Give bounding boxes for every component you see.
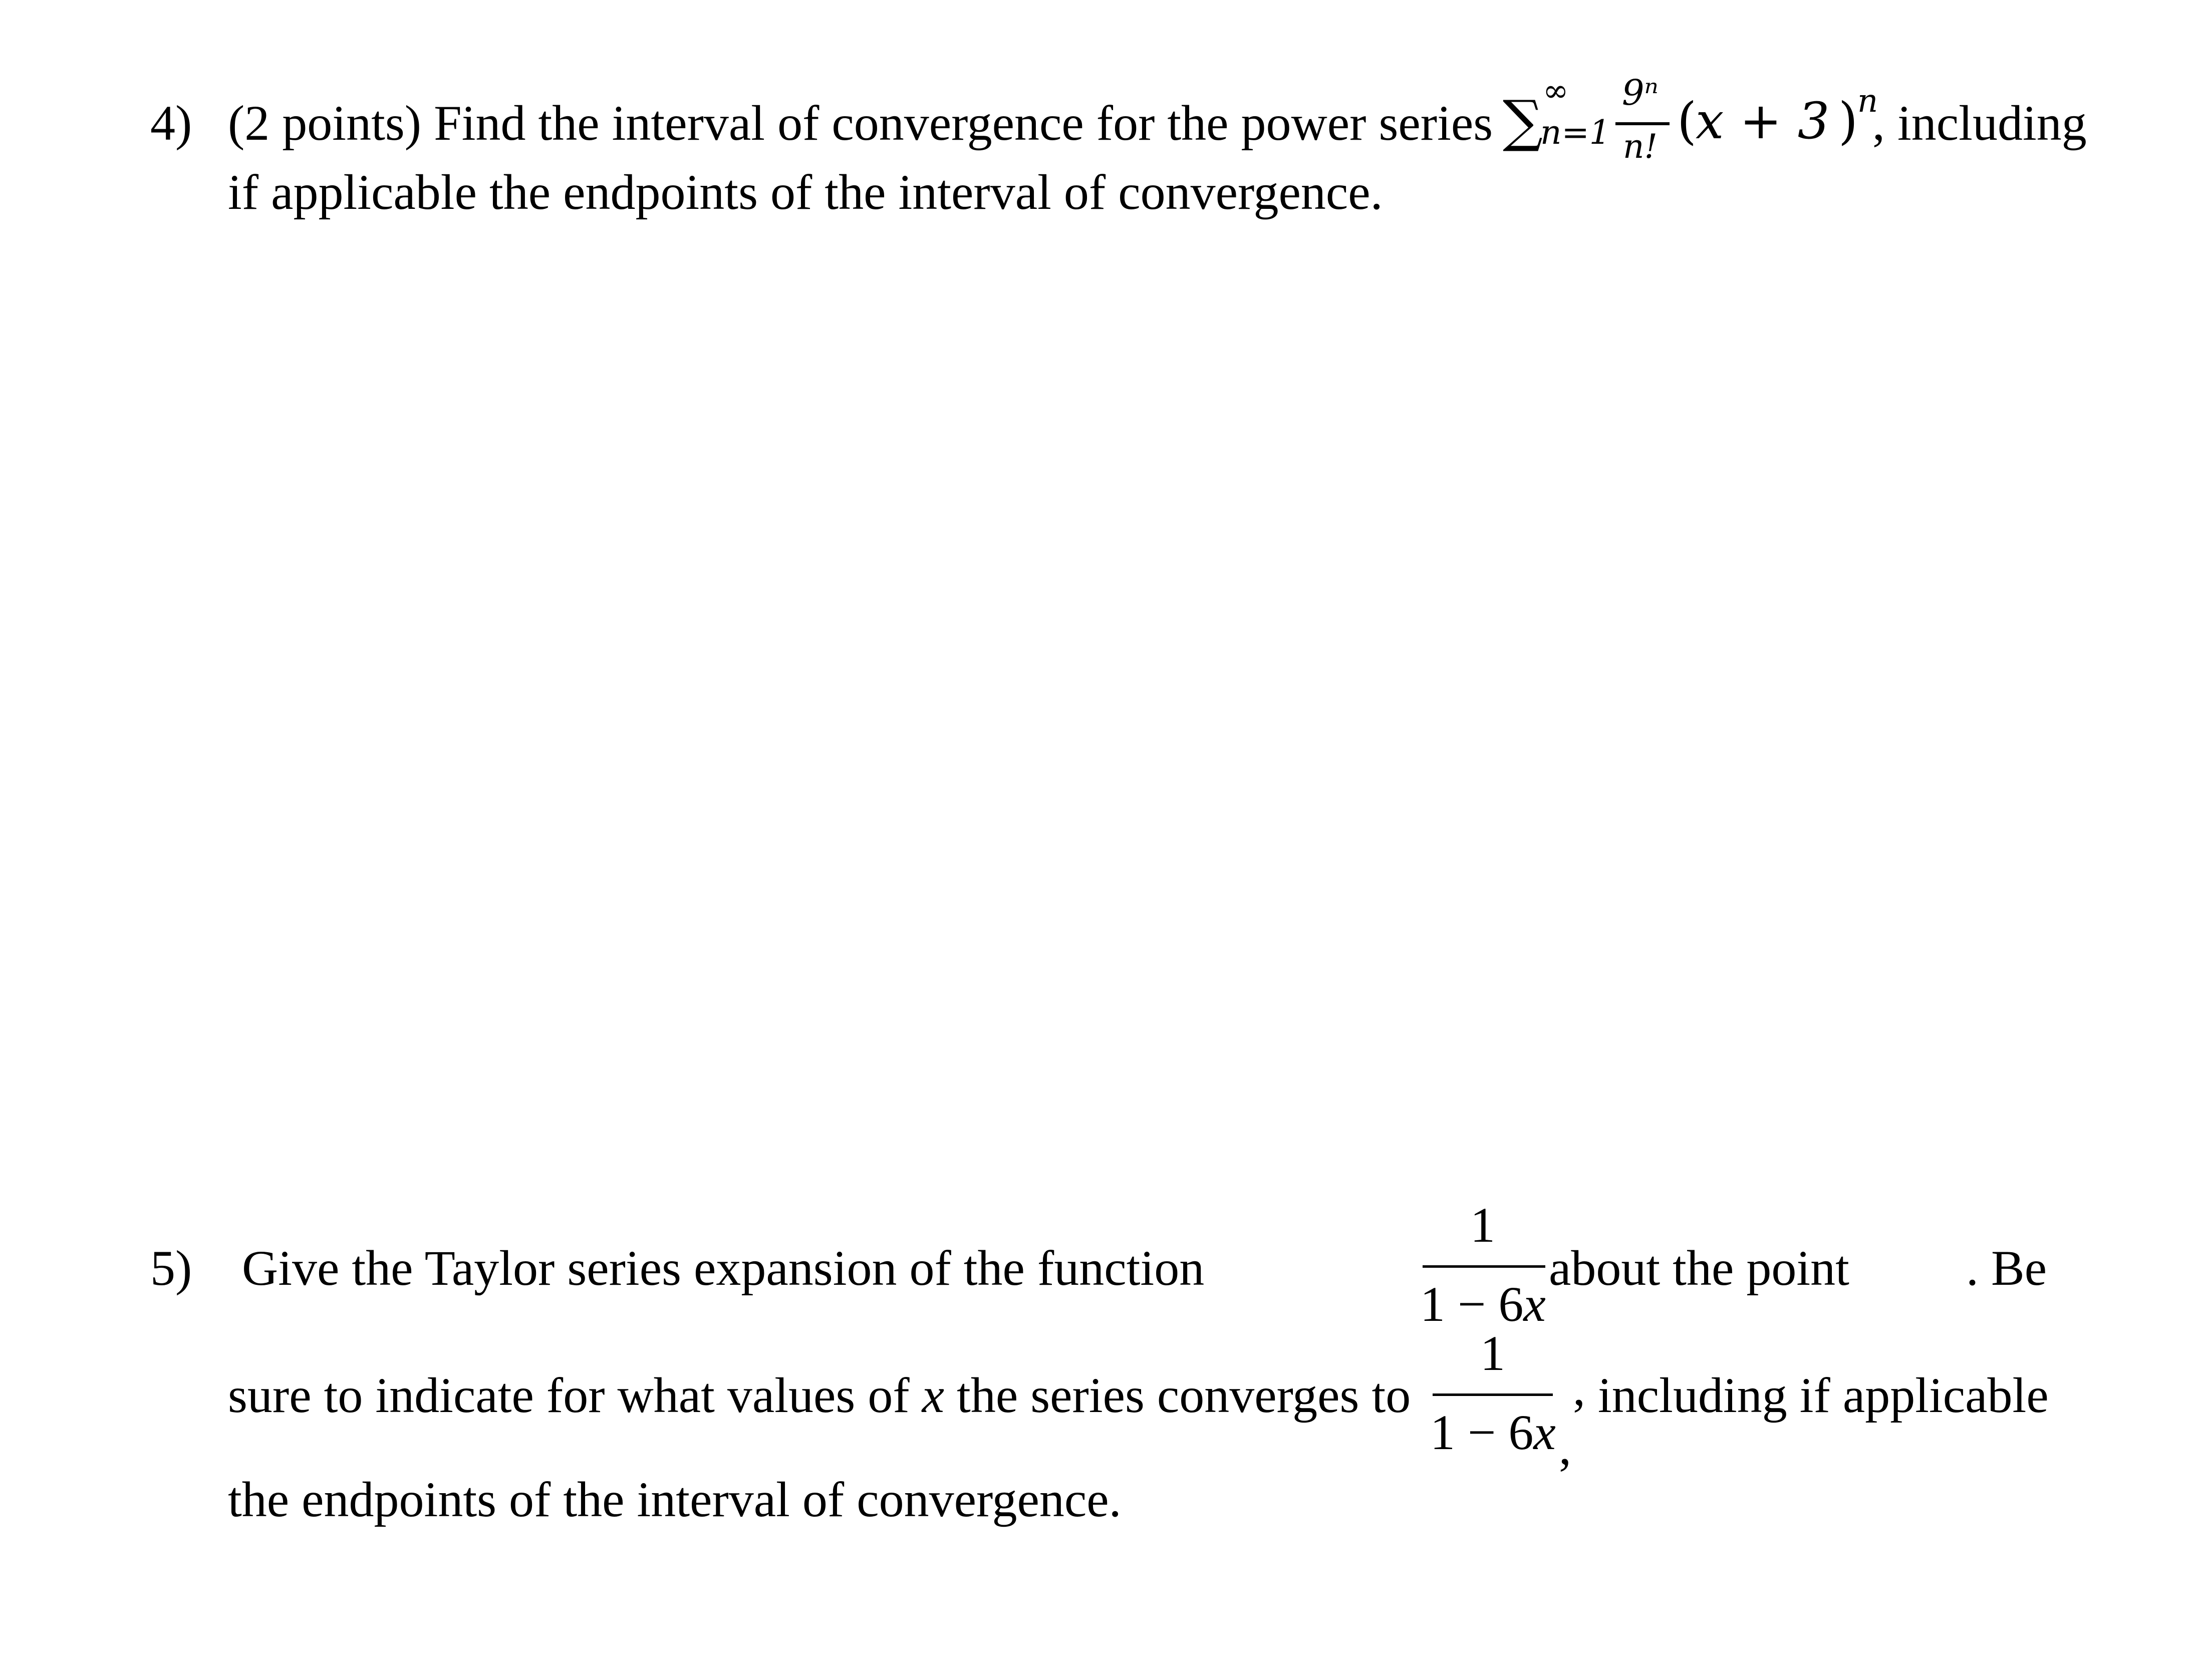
q5-line2-text-a: sure to indicate for what values of (228, 1367, 910, 1423)
q5-line2-text-b: the series converges to (957, 1367, 1411, 1423)
q4-fraction-numerator: 9ⁿ (1622, 72, 1659, 113)
q5-convergence-denominator: 1 − 6x (1430, 1405, 1556, 1460)
q5-prompt-line1: Give the Taylor series expansion of the function (242, 1240, 1205, 1296)
q5-function-denominator: 1 − 6x (1420, 1276, 1546, 1332)
q5-line2-variable: x (922, 1367, 945, 1423)
q5-prompt-line3: the endpoints of the interval of convergence. (228, 1472, 1122, 1527)
sigma-icon: ∑ (1503, 89, 1543, 154)
q5-prompt-line2-tail: including if applicable (1598, 1367, 2049, 1423)
q5-function-fraction-bar (1423, 1265, 1545, 1268)
q5-about-text: about the point (1549, 1240, 1849, 1296)
q4-exponent: n (1857, 83, 1878, 120)
q4-prompt-line2: if applicable the endpoints of the interval of convergence. (228, 164, 1383, 220)
q5-be-text: . Be (1966, 1240, 2047, 1296)
q4-paren-expression: x + 3 (1696, 92, 1830, 150)
q4-prompt-line1: (2 points) Find the interval of convergence for the power series (228, 95, 1493, 151)
q5-comma-upper: , (1573, 1360, 1585, 1416)
q5-prompt-line2 (228, 1367, 1411, 1423)
q5-convergence-fraction-bar (1433, 1393, 1553, 1396)
q5-comma-lower: , (1559, 1420, 1571, 1475)
q5-convergence-numerator: 1 (1480, 1325, 1505, 1381)
q4-fraction-denominator: n! (1623, 127, 1658, 166)
q4-paren-open: ( (1677, 92, 1697, 150)
sum-lower-limit: n=1 (1540, 113, 1610, 152)
q5-function-numerator: 1 (1470, 1197, 1495, 1253)
q5-number: 5) (150, 1240, 192, 1296)
q4-number: 4) (150, 95, 192, 151)
sum-upper-limit: ∞ (1543, 72, 1569, 109)
q4-fraction-bar (1615, 122, 1670, 125)
q4-paren-close: ) (1838, 92, 1858, 150)
q4-prompt-line1-tail: , including (1872, 95, 2087, 151)
